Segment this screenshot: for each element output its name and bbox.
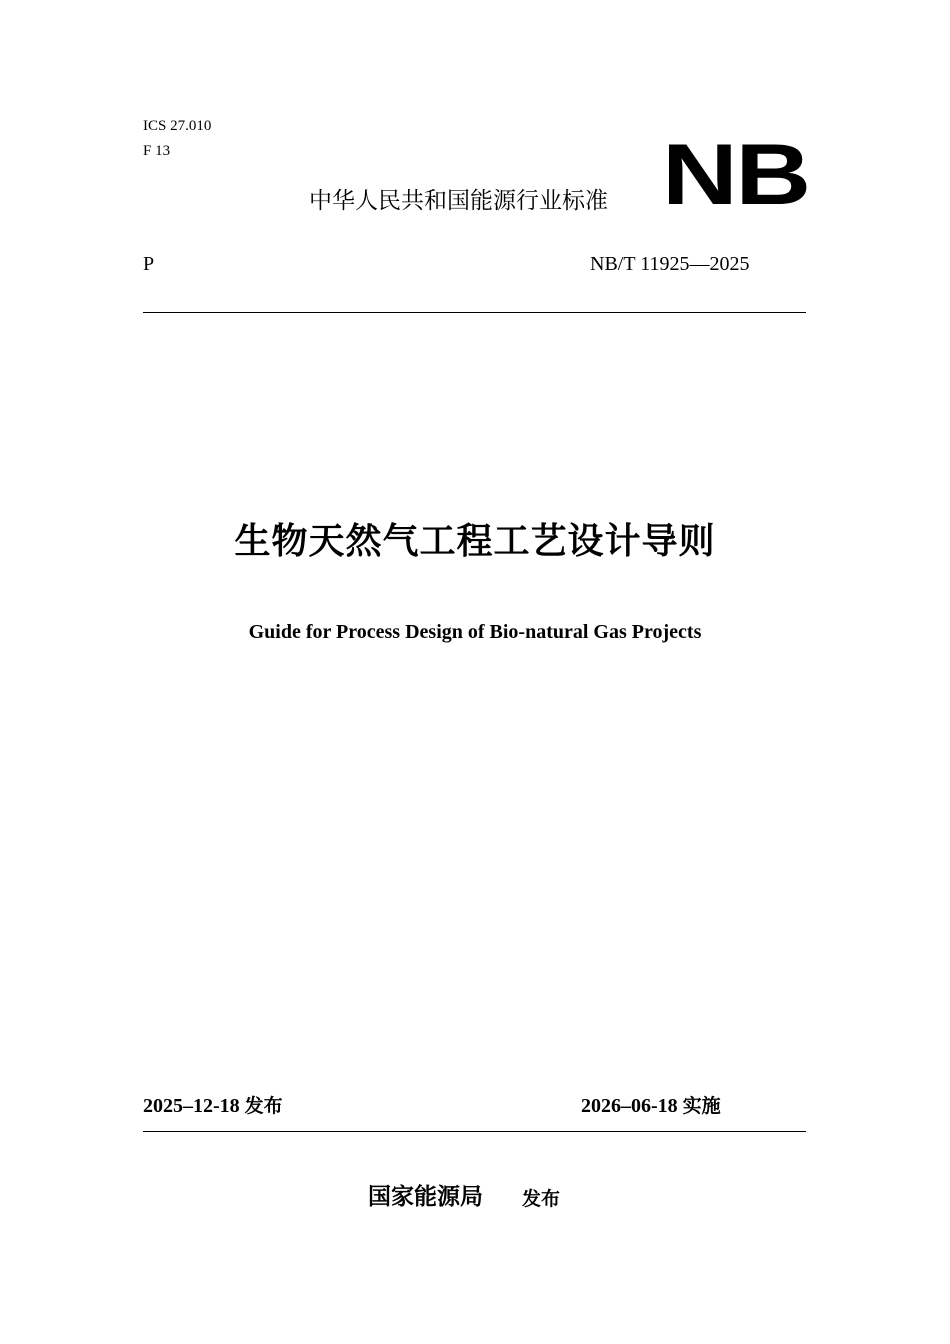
ccs-code: F 13: [143, 143, 171, 159]
issue-date: 2025–12-18: [143, 1095, 240, 1117]
implementation-label: 实施: [682, 1095, 721, 1117]
title-english: Guide for Process Design of Bio-natural Gas Projects: [248, 621, 702, 643]
standard-category-heading: 中华人民共和国能源行业标准: [309, 188, 608, 214]
issuer-action: 发布: [522, 1188, 561, 1210]
implementation-date: 2026–06-18: [581, 1095, 678, 1117]
p-code: P: [143, 253, 155, 275]
top-divider: [143, 312, 806, 313]
issuer-name: 国家能源局: [368, 1184, 483, 1210]
issue-date-line: [143, 1093, 283, 1119]
title-chinese: 生物天然气工程工艺设计导则: [234, 521, 716, 562]
nb-logo: NB: [662, 127, 809, 223]
standard-number: NB/T 11925—2025: [590, 253, 750, 275]
ics-code: ICS 27.010: [143, 118, 212, 134]
implementation-date-line: [581, 1093, 721, 1119]
bottom-divider: [143, 1131, 806, 1132]
issue-label: 发布: [244, 1095, 283, 1117]
